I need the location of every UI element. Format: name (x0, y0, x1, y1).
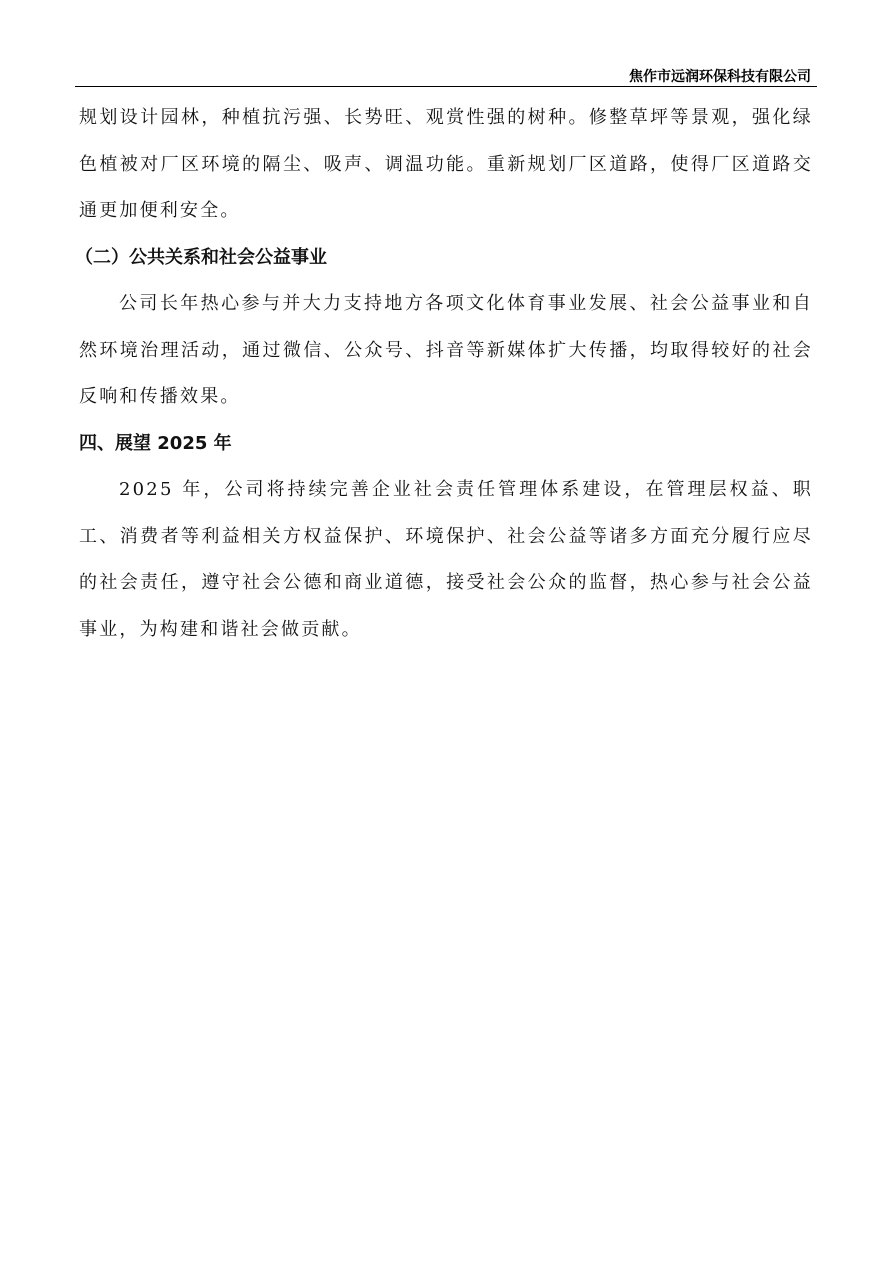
page-header (75, 62, 817, 87)
paragraph-landscaping: 规划设计园林，种植抗污强、长势旺、观赏性强的树种。修整草坪等景观，强化绿色植被对厂区环境的隔尘、吸声、调温功能。重新规划厂区道路，使得厂区道路交通更加便利安全。 (79, 107, 813, 221)
paragraph-outlook: 2025 年，公司将持续完善企业社会责任管理体系建设，在管理层权益、职工、消费者等利益相关方权益保护、环境保护、社会公益等诸多方面充分履行应尽的社会责任，遵守社会公德和商业道德，接受社会公众的监督，热心参与社会公益事业，为构建和谐社会做贡献。 (79, 479, 813, 640)
section-heading-outlook: 四、展望 2025 年 (79, 432, 232, 454)
company-name: 焦作市远润环保科技有限公司 (629, 69, 811, 85)
document-body (75, 95, 813, 653)
section-heading-public-relations: （二）公共关系和社会公益事业 (75, 246, 327, 268)
paragraph-public-welfare: 公司长年热心参与并大力支持地方各项文化体育事业发展、社会公益事业和自然环境治理活动，通过微信、公众号、抖音等新媒体扩大传播，均取得较好的社会反响和传播效果。 (79, 293, 813, 407)
